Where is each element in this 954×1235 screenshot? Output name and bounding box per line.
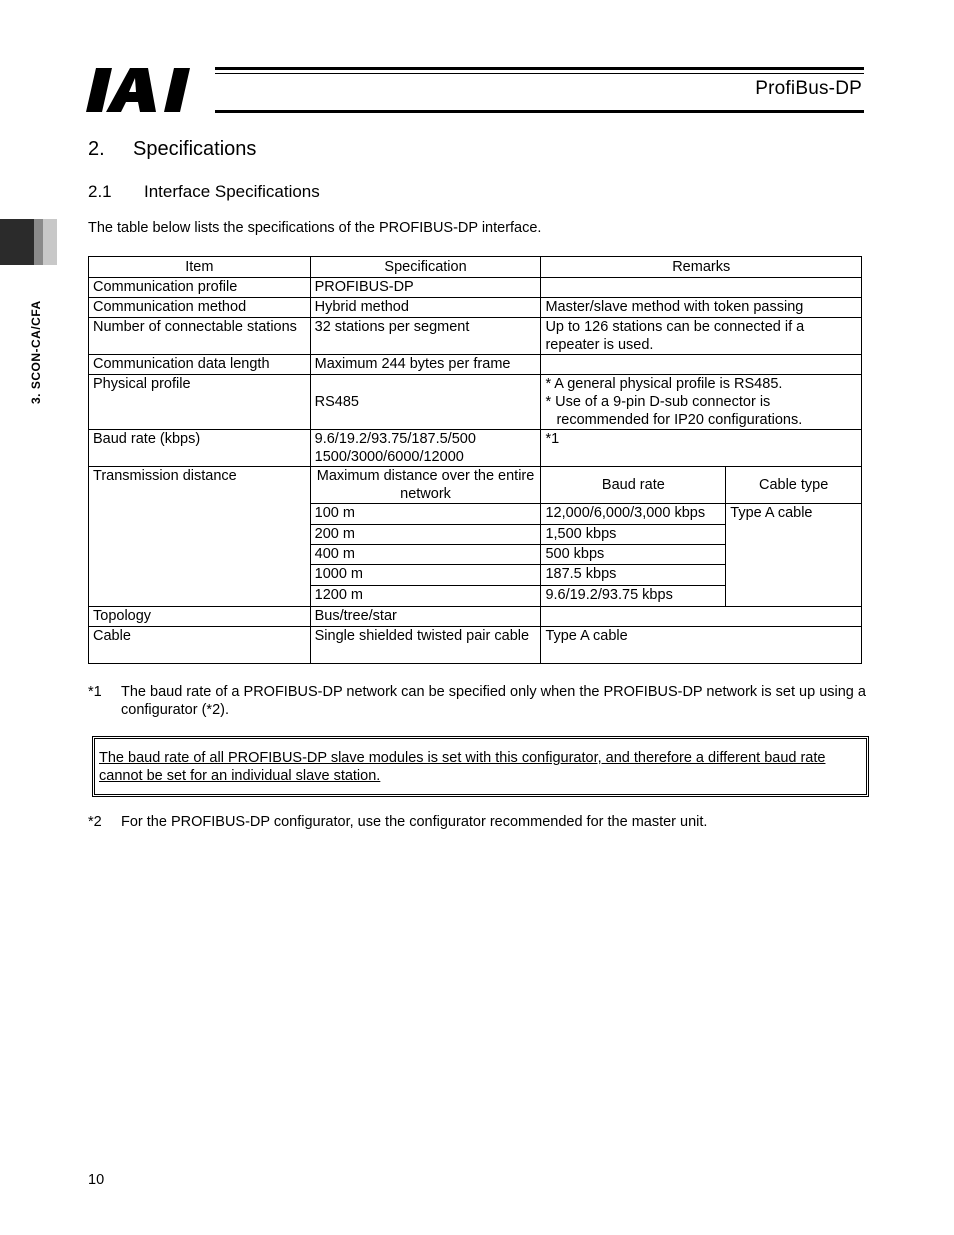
table-row	[89, 318, 862, 355]
cell-cable-type: Type A cable	[726, 504, 862, 607]
intro-paragraph: The table below lists the specifications of the PROFIBUS-DP interface.	[88, 220, 542, 236]
cell-spec: Single shielded twisted pair cable	[310, 627, 541, 664]
cell-spec: 32 stations per segment	[310, 318, 541, 355]
cell-remarks	[541, 375, 862, 430]
cell-spec: Bus/tree/star	[310, 607, 541, 627]
cell-distance: 1000 m	[310, 565, 541, 586]
cell-item: Physical profile	[89, 375, 311, 430]
cell-remarks	[541, 607, 862, 627]
section-title: Specifications	[133, 138, 257, 160]
table-row	[89, 467, 862, 504]
cell-item: Topology	[89, 607, 311, 627]
table-row	[89, 607, 862, 627]
cell-distance: 100 m	[310, 504, 541, 525]
cell-remarks: Up to 126 stations can be connected if a repeater is used.	[541, 318, 862, 355]
footnote-marker: *1	[88, 684, 102, 700]
header-specification: Specification	[310, 257, 541, 278]
header-rule-top	[215, 67, 864, 70]
footnote-marker: *2	[88, 814, 102, 830]
cell-item: Communication method	[89, 298, 311, 318]
cell-spec: Maximum 244 bytes per frame	[310, 355, 541, 375]
remarks-line: * A general physical profile is RS485.	[545, 376, 783, 392]
subsection-title: Interface Specifications	[144, 182, 320, 201]
table-row	[89, 278, 862, 298]
cell-baud: 9.6/19.2/93.75 kbps	[541, 586, 726, 607]
footnote-text: For the PROFIBUS-DP configurator, use the configurator recommended for the master unit.	[121, 814, 708, 830]
cell-distance: 1200 m	[310, 586, 541, 607]
subheader-distance: Maximum distance over the entire network	[310, 467, 541, 504]
cell-spec: PROFIBUS-DP	[310, 278, 541, 298]
table-header-row	[89, 257, 862, 278]
cell-item: Baud rate (kbps)	[89, 430, 311, 467]
cell-spec	[310, 430, 541, 467]
cell-remarks: Type A cable	[541, 627, 862, 664]
cell-remarks	[541, 355, 862, 375]
remarks-line: * Use of a 9-pin D-sub connector is	[545, 394, 771, 410]
cell-item: Transmission distance	[89, 467, 311, 607]
cell-baud: 500 kbps	[541, 545, 726, 565]
subsection-heading	[88, 182, 320, 202]
subheader-cable-type: Cable type	[726, 467, 862, 504]
section-number: 2.	[88, 138, 105, 160]
chapter-tab-marker	[0, 219, 57, 265]
note-box	[92, 736, 869, 797]
cell-baud: 1,500 kbps	[541, 525, 726, 545]
iai-logo	[86, 66, 204, 114]
header-remarks: Remarks	[541, 257, 862, 278]
subheader-baud-rate: Baud rate	[541, 467, 726, 504]
cell-item: Number of connectable stations	[89, 318, 311, 355]
spec-line: 9.6/19.2/93.75/187.5/500	[314, 431, 476, 447]
cell-distance: 200 m	[310, 525, 541, 545]
cell-baud: 12,000/6,000/3,000 kbps	[541, 504, 726, 525]
table-row	[89, 430, 862, 467]
header-item: Item	[89, 257, 311, 278]
spec-table	[88, 256, 862, 664]
cell-item: Cable	[89, 627, 311, 664]
cell-spec: RS485	[310, 375, 541, 430]
subsection-number: 2.1	[88, 182, 112, 201]
cell-remarks	[541, 278, 862, 298]
remarks-line: recommended for IP20 configurations.	[556, 412, 803, 428]
chapter-tab-label: 3. SCON-CA/CFA	[29, 300, 43, 404]
header-rule-bottom	[215, 110, 864, 113]
table-row	[89, 375, 862, 430]
footnote-1	[88, 683, 868, 719]
header-title: ProfiBus-DP	[755, 78, 862, 99]
table-row	[89, 298, 862, 318]
cell-distance: 400 m	[310, 545, 541, 565]
table-row	[89, 627, 862, 664]
footnote-2	[88, 813, 868, 831]
cell-remarks: *1	[541, 430, 862, 467]
header-rule-mid	[215, 73, 864, 74]
cell-item: Communication data length	[89, 355, 311, 375]
footnote-text: The baud rate of a PROFIBUS-DP network can be specified only when the PROFIBUS-DP network is set up using a configurator (*2).	[121, 684, 866, 718]
table-row	[89, 355, 862, 375]
cell-item: Communication profile	[89, 278, 311, 298]
page-number: 10	[88, 1172, 105, 1188]
section-heading	[88, 138, 256, 161]
cell-baud: 187.5 kbps	[541, 565, 726, 586]
cell-remarks: Master/slave method with token passing	[541, 298, 862, 318]
spec-line: 1500/3000/6000/12000	[314, 449, 464, 465]
note-text: The baud rate of all PROFIBUS-DP slave modules is set with this configurator, and therefore a different baud rate cannot be set for an individual slave station.	[99, 750, 826, 784]
cell-spec: Hybrid method	[310, 298, 541, 318]
